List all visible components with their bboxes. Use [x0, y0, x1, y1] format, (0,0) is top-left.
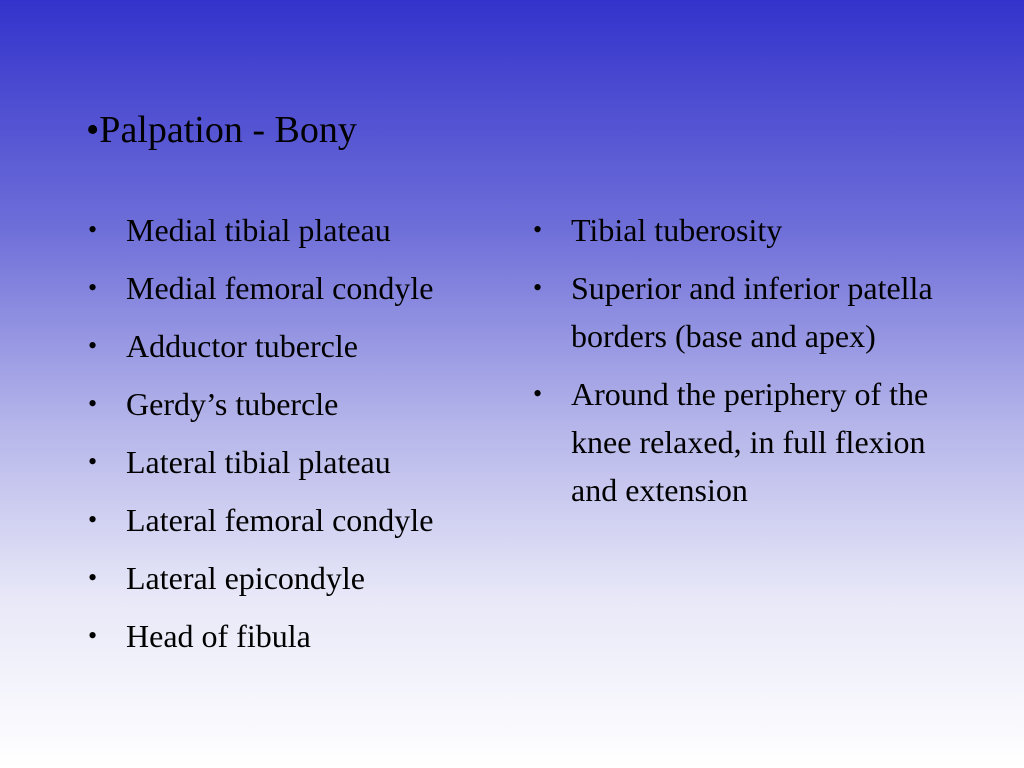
list-item: [88, 438, 488, 486]
bullet-icon: •: [533, 273, 543, 302]
bullet-icon: •: [88, 447, 98, 476]
list-item: [533, 206, 953, 254]
list-item: [88, 264, 488, 312]
bullet-icon: •: [88, 505, 98, 534]
bullet-icon: •: [88, 389, 98, 418]
bullet-icon: •: [88, 273, 98, 302]
list-item-text: Medial tibial plateau: [126, 212, 391, 248]
list-item: [88, 206, 488, 254]
list-item-text: Head of fibula: [126, 618, 311, 654]
list-item-text: Lateral tibial plateau: [126, 444, 391, 480]
left-bullet-list: [88, 206, 488, 670]
bullet-icon: •: [533, 215, 543, 244]
bullet-icon: •: [88, 621, 98, 650]
list-item: [88, 496, 488, 544]
bullet-icon: •: [533, 379, 543, 408]
list-item: [533, 264, 953, 360]
list-item-text: Around the periphery of the knee relaxed, in full flexion and extension: [571, 376, 929, 508]
list-item: [88, 322, 488, 370]
list-item-text: Superior and inferior patella borders (base and apex): [571, 270, 933, 354]
bullet-icon: •: [88, 331, 98, 360]
bullet-icon: •: [88, 563, 98, 592]
list-item-text: Gerdy’s tubercle: [126, 386, 339, 422]
list-item-text: Adductor tubercle: [126, 328, 358, 364]
slide-title: •Palpation - Bony: [86, 109, 357, 151]
bullet-icon: •: [88, 215, 98, 244]
list-item: [88, 554, 488, 602]
list-item: [88, 380, 488, 428]
list-item: [88, 612, 488, 660]
list-item-text: Lateral epicondyle: [126, 560, 365, 596]
list-item-text: Medial femoral condyle: [126, 270, 434, 306]
list-item-text: Lateral femoral condyle: [126, 502, 434, 538]
right-bullet-list: [533, 206, 953, 524]
list-item-text: Tibial tuberosity: [571, 212, 783, 248]
list-item: [533, 370, 953, 514]
